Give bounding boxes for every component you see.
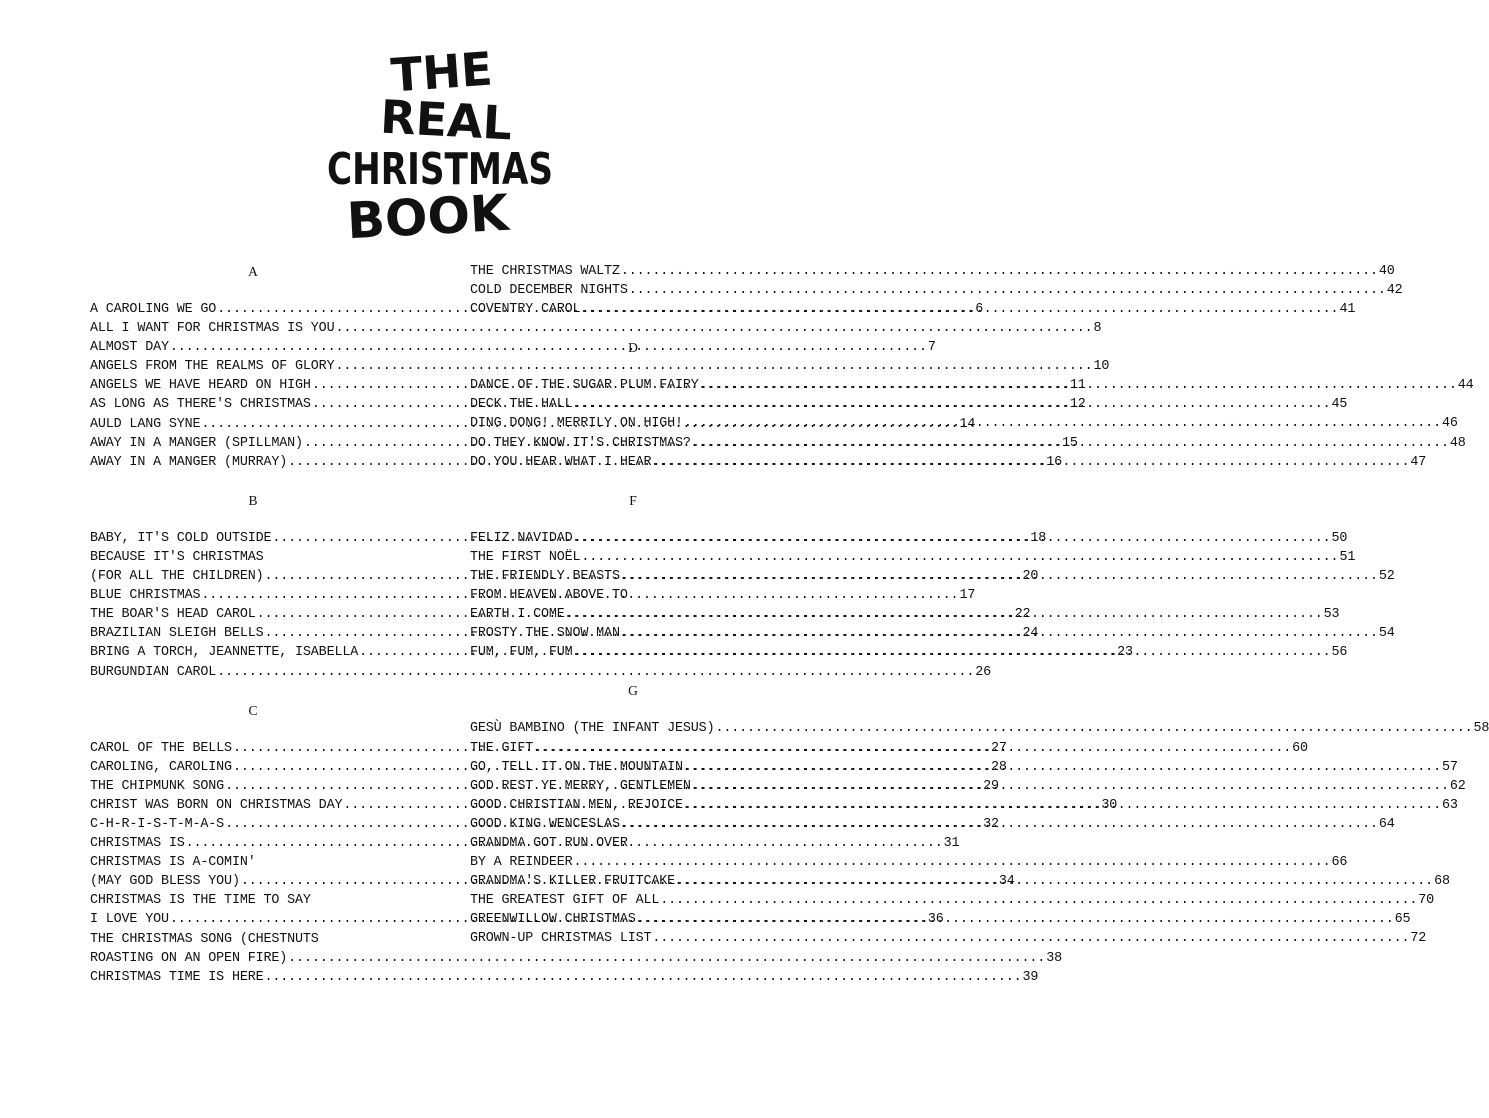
page-number: 54 <box>1378 626 1395 642</box>
index-entry-continuation[interactable] <box>90 949 1062 968</box>
entry-title: GRANDMA'S KILLER FRUITCAKE <box>470 874 676 890</box>
entry-title: GOD REST YE MERRY, GENTLEMEN <box>470 778 691 794</box>
dot-leader <box>684 414 1441 433</box>
entry-title: COLD DECEMBER NIGHTS <box>470 283 628 299</box>
dot-leader <box>637 910 1394 929</box>
page-number: 48 <box>1449 435 1466 451</box>
dot-leader <box>684 796 1441 815</box>
entry-title: THE FIRST NOËL <box>470 549 581 565</box>
entry-title: GO, TELL IT ON THE MOUNTAIN <box>470 759 683 775</box>
index-entry[interactable] <box>470 548 1356 567</box>
logo-line-christmas: CHRISTMAS <box>327 144 553 195</box>
page-number: 56 <box>1331 645 1348 661</box>
dot-leader <box>621 567 1378 586</box>
page-number: 12 <box>1069 397 1086 413</box>
page-number: 28 <box>990 759 1007 775</box>
index-entry[interactable] <box>90 891 416 910</box>
dot-leader <box>581 548 1338 567</box>
dot-leader <box>534 739 1291 758</box>
page-number: 57 <box>1441 759 1458 775</box>
page-number: 52 <box>1378 568 1395 584</box>
page-number: 53 <box>1323 607 1340 623</box>
index-entry[interactable] <box>90 853 416 872</box>
entry-title: FUM, FUM, FUM <box>470 645 573 661</box>
entry-title: THE CHIPMUNK SONG <box>90 778 225 794</box>
book-logo <box>322 36 562 251</box>
entry-title: GROWN-UP CHRISTMAS LIST <box>470 931 652 947</box>
page-number: 63 <box>1441 797 1458 813</box>
logo-line-real: REAL <box>379 89 514 151</box>
entry-title: CHRISTMAS IS THE TIME TO SAY <box>90 893 311 909</box>
dot-leader <box>660 891 1417 910</box>
page-number: 70 <box>1418 893 1435 909</box>
section-heading-d: D <box>628 340 638 356</box>
entry-title: BRING A TORCH, JEANNETTE, ISABELLA <box>90 645 359 661</box>
logo-line-the: THE <box>389 41 495 103</box>
entry-title: COVENTRY CAROL <box>470 302 581 318</box>
entry-title: GOOD KING WENCESLAS <box>470 816 620 832</box>
index-entry[interactable] <box>90 663 991 682</box>
page-number: 36 <box>927 912 944 928</box>
entry-title: ANGELS WE HAVE HEARD ON HIGH <box>90 378 311 394</box>
page-number: 45 <box>1331 397 1348 413</box>
page-number: 32 <box>983 816 999 832</box>
entry-title: CAROL OF THE BELLS <box>90 740 232 756</box>
dot-leader <box>692 777 1449 796</box>
page-number: 18 <box>1030 530 1047 546</box>
entry-title-continuation: ROASTING ON AN OPEN FIRE) <box>90 950 288 966</box>
entry-title: CAROLING, CAROLING <box>90 759 232 775</box>
entry-title-continuation: I LOVE YOU <box>90 912 169 928</box>
entry-title: DO YOU HEAR WHAT I HEAR <box>470 454 652 470</box>
page-number: 72 <box>1410 931 1427 947</box>
page-number: 30 <box>1101 797 1118 813</box>
page-number: 24 <box>1022 626 1039 642</box>
dot-leader <box>629 281 1386 300</box>
entry-title: GRANDMA GOT RUN OVER <box>470 835 628 851</box>
section-heading-b: B <box>248 492 258 508</box>
entry-title: BLUE CHRISTMAS <box>90 588 201 604</box>
index-entry[interactable] <box>90 548 416 567</box>
page-number: 42 <box>1386 283 1403 299</box>
entry-title-continuation: (MAY GOD BLESS YOU) <box>90 874 240 890</box>
page-number: 20 <box>1022 569 1039 585</box>
page-number: 31 <box>943 836 960 852</box>
dot-leader <box>265 968 1022 987</box>
page-number: 27 <box>990 740 1007 756</box>
index-entry[interactable] <box>90 319 1102 338</box>
dot-leader <box>715 719 1472 738</box>
page-number: 14 <box>959 416 976 432</box>
page-number: 64 <box>1378 816 1395 832</box>
entry-title: DO THEY KNOW IT'S CHRISTMAS? <box>470 435 691 451</box>
entry-title: THE GREATEST GIFT OF ALL <box>470 893 660 909</box>
entry-title: DECK THE HALL <box>470 397 573 413</box>
dot-leader <box>574 529 1331 548</box>
index-entry-continuation[interactable] <box>470 853 1348 872</box>
entry-title: CHRISTMAS TIME IS HERE <box>90 969 264 985</box>
page-number: 58 <box>1473 721 1489 737</box>
entry-title: DANCE OF THE SUGAR PLUM FAIRY <box>470 378 699 394</box>
page-number: 44 <box>1457 378 1474 394</box>
page-number: 23 <box>1117 645 1133 661</box>
page-number: 40 <box>1378 264 1395 279</box>
page-number: 10 <box>1093 359 1110 375</box>
section-heading-a: A <box>248 264 258 279</box>
page-number: 47 <box>1410 454 1427 470</box>
page-number: 26 <box>975 664 991 680</box>
entry-title: BRAZILIAN SLEIGH BELLS <box>90 626 264 642</box>
page-number: 16 <box>1046 454 1062 470</box>
entry-title: GESÙ BAMBINO (THE INFANT JESUS) <box>470 721 715 737</box>
page-number: 62 <box>1449 778 1466 794</box>
page-number: 41 <box>1339 302 1356 318</box>
page-number: 8 <box>1093 321 1102 337</box>
page-number: 34 <box>998 874 1015 890</box>
page-number: 7 <box>927 340 936 356</box>
page-number: 17 <box>959 588 976 604</box>
entry-title: CHRIST WAS BORN ON CHRISTMAS DAY <box>90 797 343 813</box>
page-number: 60 <box>1292 740 1308 756</box>
entry-title: FROSTY THE SNOW MAN <box>470 626 620 642</box>
entry-title: THE CHRISTMAS WALTZ <box>470 264 620 279</box>
dot-leader <box>581 300 1338 319</box>
section-heading-g: G <box>628 683 638 699</box>
dot-leader <box>574 853 1331 872</box>
entry-title: BECAUSE IT'S CHRISTMAS <box>90 549 264 565</box>
entry-title: BABY, IT'S COLD OUTSIDE <box>90 530 272 546</box>
entry-title: THE CHRISTMAS SONG (CHESTNUTS <box>90 931 319 947</box>
page-number: 6 <box>975 302 984 317</box>
page-number: 51 <box>1339 549 1356 565</box>
entry-title: THE FRIENDLY BEASTS <box>470 568 620 584</box>
section-heading-c: C <box>248 702 258 718</box>
entry-title: C-H-R-I-S-T-M-A-S <box>90 816 225 832</box>
entry-title: CHRISTMAS IS <box>90 836 185 852</box>
page-number: 50 <box>1331 530 1348 546</box>
page-number: 68 <box>1434 874 1450 890</box>
page-number: 66 <box>1331 855 1348 871</box>
entry-title-continuation: EARTH I COME <box>470 607 565 623</box>
dot-leader <box>566 605 1323 624</box>
entry-title: FELIZ NAVIDAD <box>470 530 573 546</box>
page-number: 38 <box>1046 950 1062 966</box>
index-entry[interactable] <box>470 834 796 853</box>
index-entry[interactable] <box>90 357 1110 376</box>
index-entry[interactable] <box>470 281 1403 300</box>
dot-leader <box>288 949 1045 968</box>
index-entry[interactable] <box>470 719 1489 738</box>
dot-leader <box>684 758 1441 777</box>
entry-title: AULD LANG SYNE <box>90 416 201 432</box>
dot-leader <box>676 872 1433 891</box>
entry-title: AS LONG AS THERE'S CHRISTMAS <box>90 397 311 413</box>
entry-title: AWAY IN A MANGER (SPILLMAN) <box>90 435 303 451</box>
dot-leader <box>621 262 1378 281</box>
logo-line-book: BOOK <box>345 183 511 251</box>
index-entry[interactable] <box>90 930 416 949</box>
entry-title: CHRISTMAS IS A-COMIN' <box>90 855 256 871</box>
entry-title: ALMOST DAY <box>90 340 169 356</box>
entry-title: ANGELS FROM THE REALMS OF GLORY <box>90 359 335 375</box>
entry-title: AWAY IN A MANGER (MURRAY) <box>90 454 288 470</box>
dot-leader <box>621 815 1378 834</box>
entry-title: GREENWILLOW CHRISTMAS <box>470 912 636 928</box>
entry-title-continuation: (FOR ALL THE CHILDREN) <box>90 569 264 585</box>
section-heading-f: F <box>629 492 637 508</box>
dot-leader <box>700 376 1457 395</box>
index-entry[interactable] <box>90 968 1039 987</box>
dot-leader <box>652 453 1409 472</box>
dot-leader <box>574 643 1331 662</box>
entry-title-continuation: BY A REINDEER <box>470 855 573 871</box>
entry-title: GOOD CHRISTIAN MEN, REJOICE <box>470 797 683 813</box>
page-number: 65 <box>1394 912 1411 928</box>
dot-leader <box>652 929 1409 948</box>
page-number: 11 <box>1069 378 1086 394</box>
page-number: 29 <box>983 778 999 794</box>
page-number: 15 <box>1061 435 1078 451</box>
index-entry[interactable] <box>470 929 1427 948</box>
index-entry[interactable] <box>90 338 936 357</box>
index-entry[interactable] <box>470 891 1435 910</box>
dot-leader <box>621 624 1378 643</box>
entry-title: ALL I WANT FOR CHRISTMAS IS YOU <box>90 321 335 337</box>
entry-title: FROM HEAVEN ABOVE TO <box>470 588 628 604</box>
dot-leader <box>692 434 1449 453</box>
entry-title: THE GIFT <box>470 740 534 756</box>
entry-title: THE BOAR'S HEAD CAROL <box>90 607 256 623</box>
index-entry[interactable] <box>470 262 1395 281</box>
entry-title: DING DONG! MERRILY ON HIGH! <box>470 416 683 432</box>
page-number: 46 <box>1441 416 1458 432</box>
entry-title: BURGUNDIAN CAROL <box>90 664 217 680</box>
entry-title: A CAROLING WE GO <box>90 302 217 317</box>
page-number: 39 <box>1022 969 1039 985</box>
index-entry[interactable] <box>470 586 796 605</box>
index-entry[interactable] <box>470 300 1356 319</box>
dot-leader <box>574 395 1331 414</box>
page-number: 22 <box>1014 607 1031 623</box>
